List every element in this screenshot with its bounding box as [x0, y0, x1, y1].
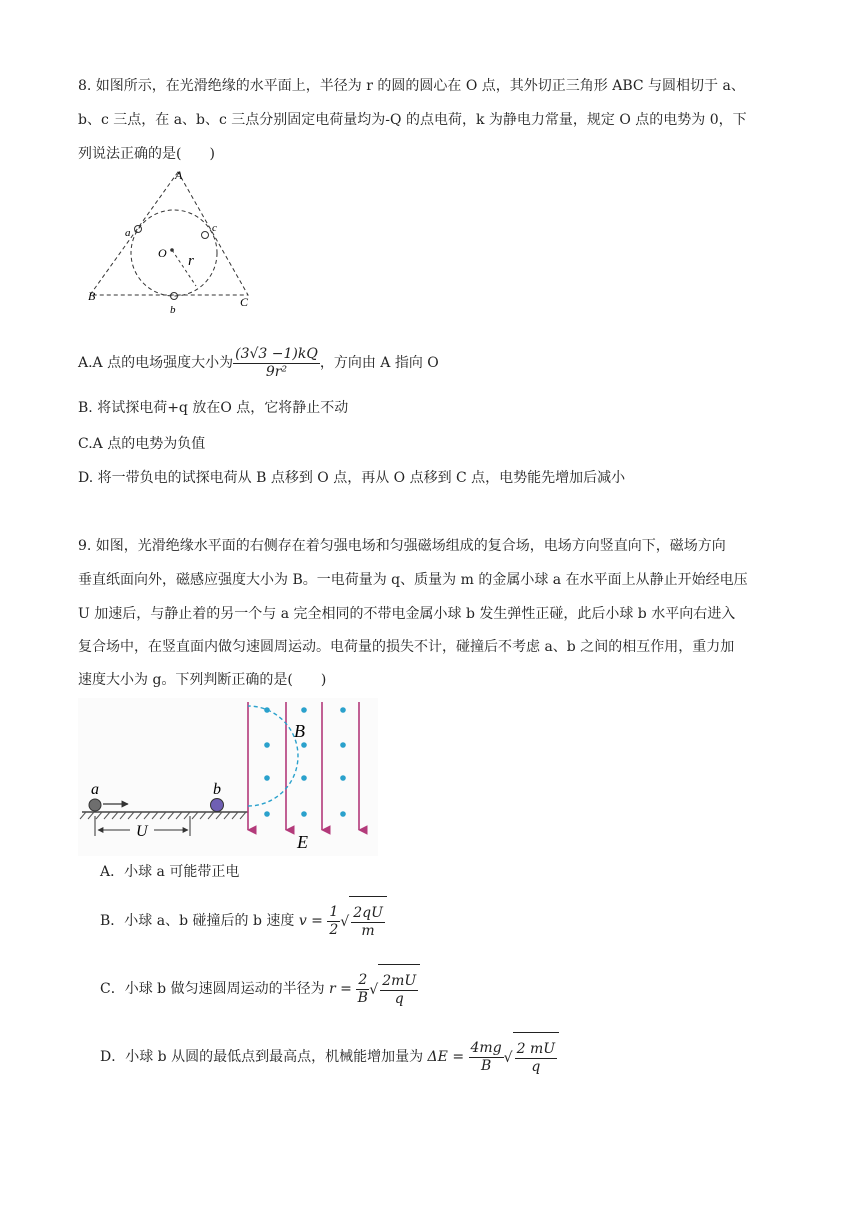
q8-option-c: C.A 点的电势为负值	[78, 436, 206, 452]
label-b: b	[170, 304, 176, 316]
q9-option-b-rad-num: 2qU	[353, 904, 383, 921]
label-O: O	[158, 246, 167, 260]
ball-b	[211, 799, 224, 812]
q9-figure	[78, 698, 378, 856]
q9-stem-line5: 速度大小为 g。下列判断正确的是( )	[78, 672, 327, 688]
q8-option-a-suffix: ，方向由 A 指向 O	[319, 355, 439, 371]
label-U: U	[136, 823, 148, 840]
label-c: c	[212, 222, 217, 234]
q8-option-b: B. 将试探电荷+q 放在O 点，它将静止不动	[78, 400, 349, 416]
label-r: r	[188, 253, 194, 269]
q8-option-a-num: (3√3 −1)kQ	[235, 345, 318, 362]
q9-option-a: A．小球 a 可能带正电	[100, 864, 240, 880]
q9-option-b-coef	[327, 904, 340, 939]
label-B: B	[88, 289, 96, 303]
q8-stem-line1: 8. 如图所示，在光滑绝缘的水平面上，半径为 r 的圆的圆心在 O 点，其外切正三角形 ABC 与圆相切于 a、	[78, 78, 745, 94]
q9-option-c-prefix: C．小球 b 做匀速圆周运动的半径为	[100, 981, 325, 997]
q9-option-c-rad-num: 2mU	[382, 972, 417, 989]
label-ball-a: a	[91, 781, 99, 798]
ball-a	[89, 799, 101, 811]
q8-option-d: D. 将一带负电的试探电荷从 B 点移到 O 点，再从 O 点移到 C 点，电势能先增加后减小	[78, 470, 626, 486]
q9-stem-line1: 9. 如图，光滑绝缘水平面的右侧存在着匀强电场和匀强磁场组成的复合场，电场方向竖直向下，磁场方向	[78, 538, 726, 554]
charge-c	[202, 232, 209, 239]
q8-figure	[78, 166, 278, 326]
q9-option-d-rad-den: q	[531, 1058, 541, 1075]
q9-option-d-coef-den: B	[480, 1057, 492, 1074]
q9-option-d-prefix: D．小球 b 从圆的最低点到最高点，机械能增加量为	[100, 1049, 424, 1065]
q9-option-d-sqrt: √ $\frac{2 mU}{q}$	[504, 1032, 559, 1082]
q8-option-a-den: 9r²	[265, 363, 288, 380]
label-B-field: B	[294, 721, 305, 741]
q9-option-c	[100, 964, 420, 1012]
q9-option-c-coef	[356, 972, 369, 1007]
q9-option-b-sqrt: √ $\frac{2qU}{m}$	[340, 896, 387, 946]
label-E-field: E	[297, 832, 308, 852]
q9-option-b-lhs: v =	[298, 913, 323, 929]
q9-option-b-rad-den: m	[361, 922, 375, 939]
q9-option-b	[100, 896, 387, 944]
label-A: A	[175, 168, 183, 182]
q9-option-d-rad-num: 2 mU	[516, 1040, 556, 1057]
q9-stem-line4: 复合场中，在竖直面内做匀速圆周运动。电荷量的损失不计，碰撞后不考虑 a、b 之间的相互作用，重力加	[78, 639, 735, 655]
q9-option-c-coef-num: 2	[358, 971, 368, 988]
charge-a	[135, 226, 142, 233]
q8-option-a-fraction	[233, 346, 320, 381]
q8-option-a-prefix: A.A 点的电场强度大小为	[78, 355, 234, 371]
label-a: a	[125, 227, 131, 239]
q8-stem-line2: b、c 三点，在 a、b、c 三点分别固定电荷量均为-Q 的点电荷，k 为静电力常量，规定 O 点的电势为 0，下	[78, 112, 747, 128]
label-ball-b: b	[213, 781, 221, 798]
q9-option-d-lhs: ΔE =	[427, 1049, 465, 1065]
q9-option-d-coef-num: 4mg	[470, 1039, 502, 1056]
q9-option-c-sqrt: √ $\frac{2mU}{q}$	[369, 964, 420, 1014]
q9-option-b-prefix: B．小球 a、b 碰撞后的 b 速度	[100, 913, 295, 929]
q9-option-c-rad-den: q	[394, 990, 404, 1007]
q9-option-c-coef-den: B	[357, 989, 368, 1006]
q9-option-d-coef	[469, 1040, 504, 1075]
q9-option-b-coef-den: 2	[329, 921, 339, 938]
q8-stem-line3: 列说法正确的是( )	[78, 146, 215, 162]
q9-option-c-lhs: r =	[329, 981, 352, 997]
q9-stem-line3: U 加速后，与静止着的另一个与 a 完全相同的不带电金属小球 b 发生弹性正碰，此后小球 b 水平向右进入	[78, 606, 736, 622]
q8-option-a	[78, 344, 439, 382]
q9-option-b-coef-num: 1	[329, 903, 339, 920]
q9-stem-line2: 垂直纸面向外，磁感应强度大小为 B。一电荷量为 q、质量为 m 的金属小球 a 在水平面上从静止开始经电压	[78, 572, 748, 588]
label-C: C	[240, 295, 249, 309]
q9-option-d	[100, 1032, 559, 1080]
